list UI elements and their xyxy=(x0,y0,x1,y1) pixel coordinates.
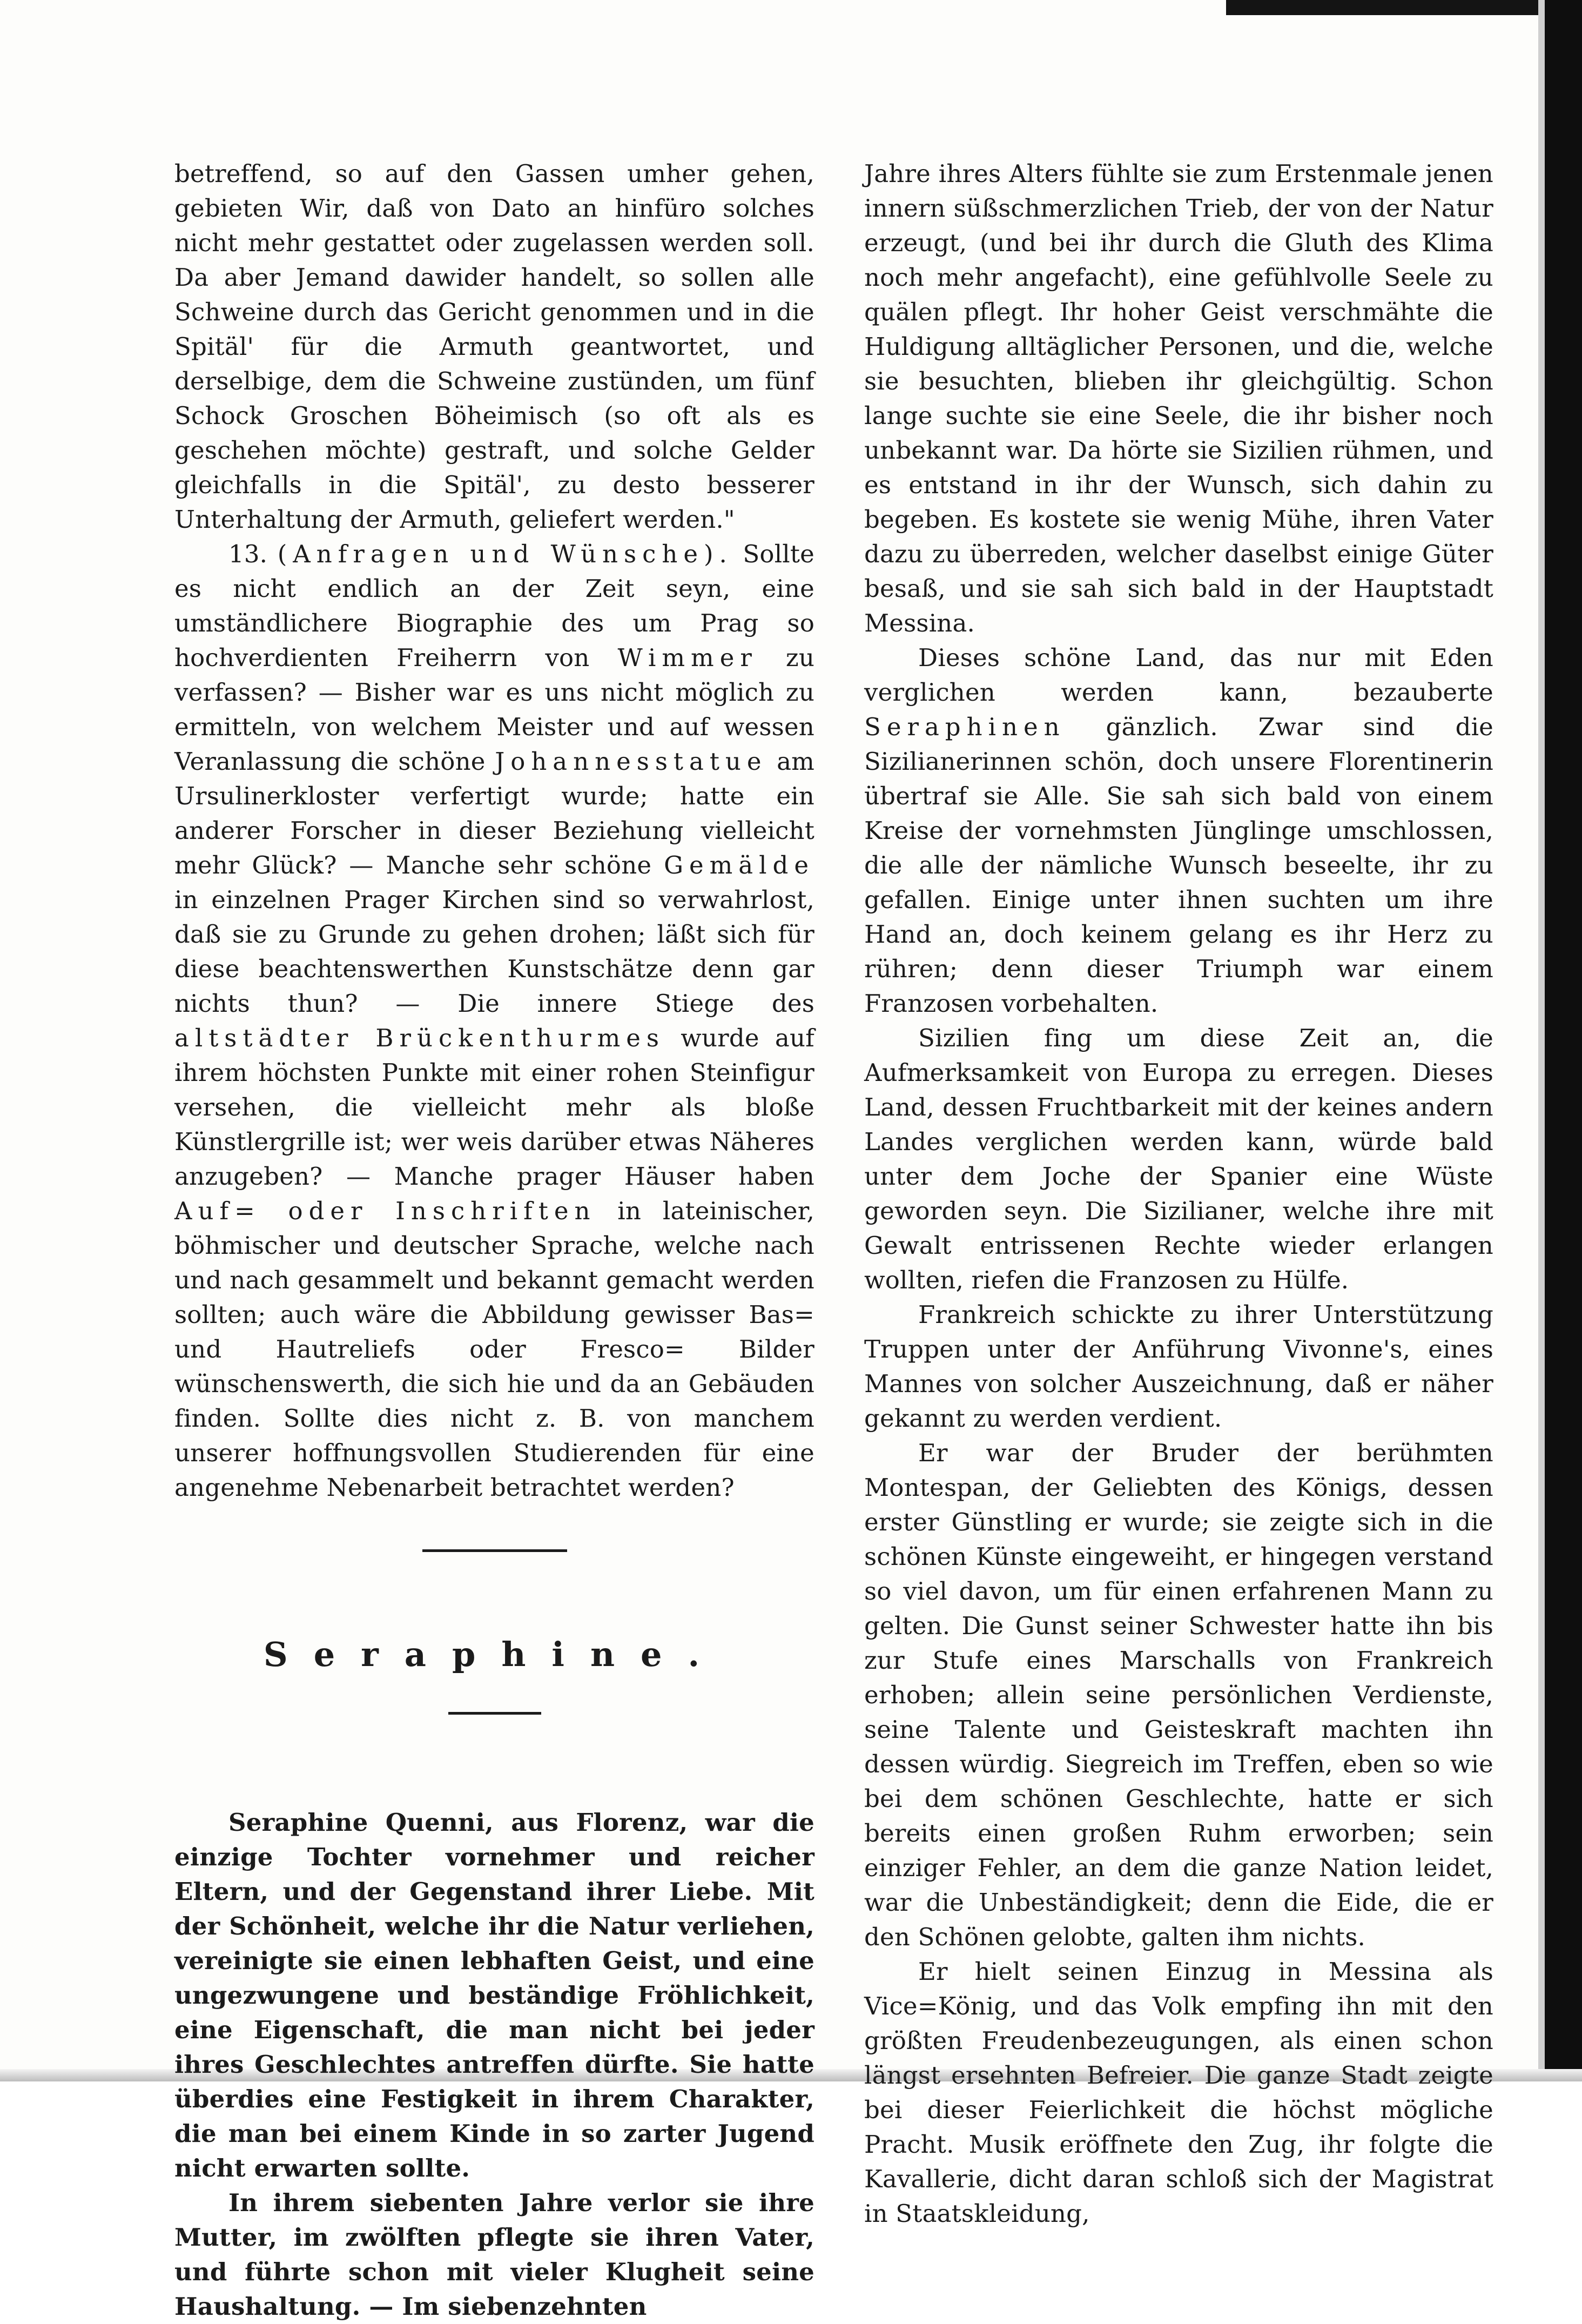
section-heading: (Anfragen und Wünsche). xyxy=(277,540,733,568)
section-number: 13. xyxy=(228,540,268,568)
scan-page-fold xyxy=(1538,0,1545,2081)
name-wimmer: Wimmer xyxy=(617,643,758,672)
name-seraphinen: Seraphinen xyxy=(864,713,1066,741)
word-gemaelde: Gemälde xyxy=(664,851,814,879)
right-column xyxy=(864,157,1493,2231)
scan-top-edge xyxy=(1226,0,1550,15)
story-paragraph: Frankreich schickte zu ihrer Unterstützung Truppen unter der Anführung Vivonne's, eines Mannes von solcher Auszeichnung, daß er näher gekannt zu werden verdient. xyxy=(864,1300,1493,1433)
section-divider xyxy=(422,1549,567,1552)
scan-right-edge xyxy=(1545,0,1582,2081)
inquiries-text-4: in einzelnen Prager Kirchen sind so verwahrlost, daß sie zu Grunde zu gehen drohen; läßt sich für diese beachtenswerthen Kunstschätze denn gar nichts thun? — Die innere Stiege des xyxy=(174,885,814,1018)
story-paragraph: Jahre ihres Alters fühlte sie zum Erstenmale jenen innern süßschmerzlichen Trieb, der von der Natur erzeugt, (und bei ihr durch die Gluth des Klima noch mehr angefacht), eine gefühlvolle Seele zu quälen pflegt. Ihr hoher Geist verschmähte die Huldigung alltäglicher Personen, und die, welche sie besuchten, blieben ihr gleichgültig. Schon lange suchte sie eine Seele, die ihr bisher noch unbekannt war. Da hörte sie Sizilien rühmen, und es entstand in ihr der Wunsch, sich dahin zu begeben. Es kostete sie wenig Mühe, ihren Vater dazu zu überreden, welcher daselbst einige Güter besaß, und sie sah sich bald in der Hauptstadt Messina. xyxy=(864,159,1493,637)
inquiries-text-1: Sollte es nicht endlich an der Zeit seyn, eine umständlichere Biographie des um Prag so hochverdienten Freiherrn von xyxy=(174,540,814,672)
story-text: Dieses schöne Land, das nur mit Eden verglichen werden kann, bezauberte xyxy=(864,643,1493,707)
inquiries-text-2: zu verfassen? — Bisher war es uns nicht möglich zu ermitteln, von welchem Meister und auf wessen Veranlassung die schöne xyxy=(174,643,814,776)
name-johannesstatue: Johannesstatue xyxy=(495,747,768,776)
continued-paragraph: betreffend, so auf den Gassen umher gehen, gebieten Wir, daß von Dato an hinfüro solches nicht mehr gestattet oder zugelassen werden soll. Da aber Jemand dawider handelt, so sollen alle Schweine durch das Gericht genommen und in die Spitäl' für die Armuth geantwortet, und derselbige, dem die Schweine zustünden, um fünf Schock Groschen Böheimisch (so oft als es geschehen möchte) gestraft, und solche Gelder gleichfalls in die Spitäl', zu desto besserer Unterhaltung der Armuth, geliefert werden." xyxy=(174,159,814,534)
story-paragraph: Seraphine Quenni, aus Florenz, war die einzige Tochter vornehmer und reicher Eltern, und der Gegenstand ihrer Liebe. Mit der Schönheit, welche ihr die Natur verliehen, vereinigte sie einen lebhaften Geist, und eine ungezwungene und beständige Fröhlichkeit, eine Eigenschaft, die man nicht bei jeder ihres Geschlechtes antreffen dürfte. Sie hatte überdies eine Festigkeit in ihrem Charakter, die man bei einem Kinde in so zarter Jugend nicht erwarten sollte. xyxy=(174,1808,814,2182)
story-paragraph: Er war der Bruder der berühmten Montespan, der Geliebten des Königs, dessen erster Günstling er wurde; sie zeigte sich in die schönen Künste eingeweiht, er hingegen verstand so viel davon, um für einen erfahrenen Mann zu gelten. Die Gunst seiner Schwester hatte ihn bis zur Stufe eines Marschalls von Frankreich erhoben; allein seine persönlichen Verdienste, seine Talente und Geisteskraft machten ihn dessen würdig. Siegreich im Treffen, eben so wie bei dem schönen Geschlechte, hatte er sich bereits einen großen Ruhm erworben; sein einziger Fehler, an dem die ganze Nation leidet, war die Unbeständigkeit; denn die Eide, die er den Schönen gelobte, galten ihm nichts. xyxy=(864,1439,1493,1951)
title-underline xyxy=(448,1712,541,1715)
left-column xyxy=(174,157,814,2324)
inquiries-text-6: in lateinischer, böhmischer und deutscher Sprache, welche nach und nach gesammelt und bekannt gemacht werden sollten; auch wäre die Abbildung gewisser Bas= und Hautreliefs oder Fresco= Bilder wünschenswerth, die sich hie und da an Gebäuden finden. Sollte dies nicht z. B. von manchem unserer hoffnungsvollen Studierenden für eine angenehme Nebenarbeit betrachtet werden? xyxy=(174,1197,814,1502)
story-paragraph: Sizilien fing um diese Zeit an, die Aufmerksamkeit von Europa zu erregen. Dieses Land, dessen Fruchtbarkeit mit der keines andern Landes verglichen werden kann, würde bald unter dem Joche der Spanier eine Wüste geworden seyn. Die Sizilianer, welche ihre mit Gewalt entrissenen Rechte wieder erlangen wollten, riefen die Franzosen zu Hülfe. xyxy=(864,1024,1493,1294)
story-paragraph: Er hielt seinen Einzug in Messina als Vice=König, und das Volk empfing ihn mit den größten Freudenbezeugungen, als einen schon längst ersehnten Befreier. Die ganze Stadt zeigte bei dieser Feierlichkeit die höchst mögliche Pracht. Musik eröffnete den Zug, ihr folgte die Kavallerie, dicht daran schloß sich der Magistrat in Staatskleidung, xyxy=(864,1957,1493,2228)
story-title: Seraphine. xyxy=(263,1635,726,1674)
inquiries-text-3: am Ursulinerkloster verfertigt wurde; hatte ein anderer Forscher in dieser Beziehung vielleicht mehr Glück? — Manche sehr schöne xyxy=(174,747,814,879)
name-brueckenthurm: altstädter Brückenthurmes xyxy=(174,1024,665,1052)
word-inschriften: Auf= oder Inschriften xyxy=(174,1197,596,1225)
story-text: gänzlich. Zwar sind die Sizilianerinnen schön, doch unsere Florentinerin übertraf sie Alle. Sie sah sich bald von einem Kreise der vornehmsten Jünglinge umschlossen, die alle der nämliche Wunsch beseelte, ihr zu gefallen. Einige unter ihnen suchten um ihre Hand an, doch keinem gelang es ihr Herz zu rühren; denn dieser Triumph war einem Franzosen vorbehalten. xyxy=(864,713,1493,1018)
inquiries-text-5: wurde auf ihrem höchsten Punkte mit einer rohen Steinfigur versehen, die vielleicht mehr als bloße Künstlergrille ist; wer weis darüber etwas Näheres anzugeben? — Manche prager Häuser haben xyxy=(174,1024,814,1191)
story-paragraph xyxy=(864,641,1493,1021)
story-paragraph: In ihrem siebenten Jahre verlor sie ihre Mutter, im zwölften pflegte sie ihren Vater, und führte schon mit vieler Klugheit seine Haushaltung. — Im siebenzehnten xyxy=(174,2188,814,2321)
inquiries-paragraph xyxy=(174,537,814,1505)
story-body-left xyxy=(174,1805,814,2324)
